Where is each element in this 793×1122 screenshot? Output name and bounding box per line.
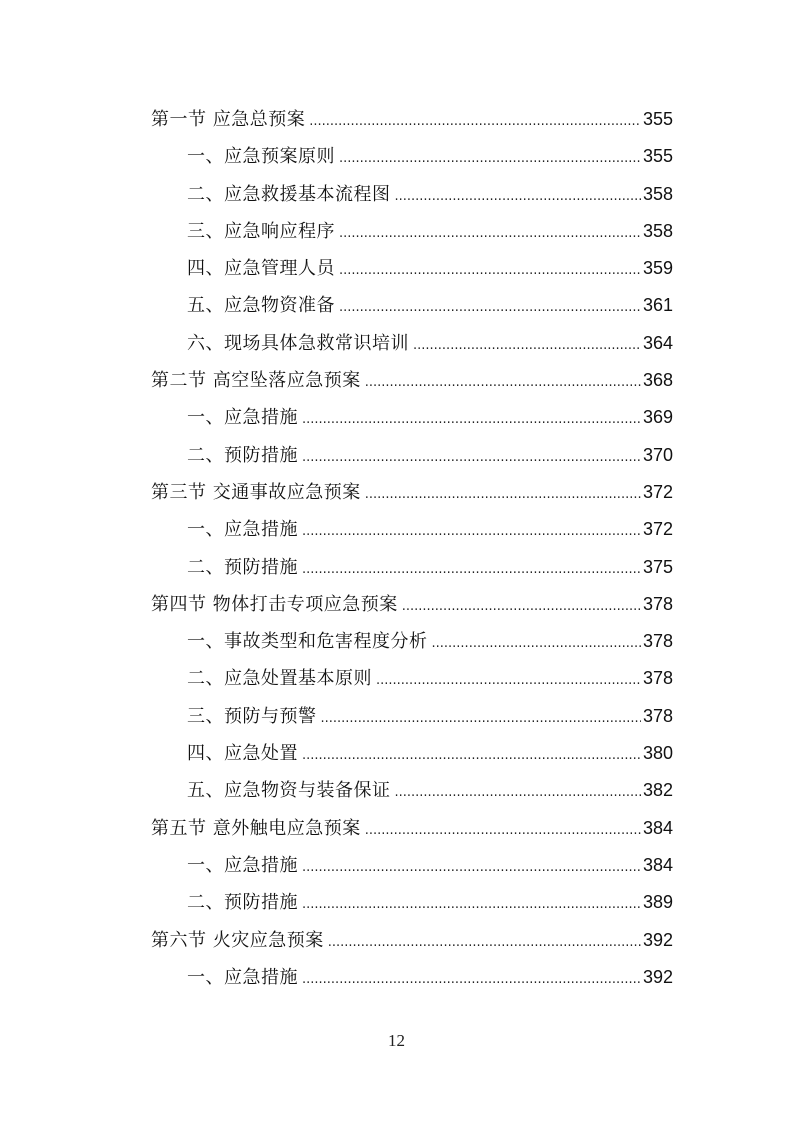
- dot-leader: [365, 812, 641, 849]
- toc-entry-page: 378: [642, 631, 673, 652]
- page-number: 12: [388, 1031, 405, 1050]
- dot-leader: [339, 140, 641, 177]
- toc-entry-label: 四、应急处置: [187, 743, 298, 765]
- toc-entry-label: 三、应急响应程序: [187, 220, 335, 242]
- toc-entry[interactable]: [151, 362, 673, 399]
- toc-entry-page: 384: [642, 817, 673, 838]
- toc-entry-label: 第四节 物体打击专项应急预案: [151, 593, 398, 615]
- toc-entry-page: 369: [642, 407, 673, 428]
- toc-entry[interactable]: [151, 474, 673, 511]
- toc-entry[interactable]: [151, 138, 673, 175]
- toc-entry-page: 364: [642, 332, 673, 353]
- dot-leader: [328, 924, 641, 961]
- dot-leader: [339, 252, 641, 289]
- dot-leader: [302, 961, 641, 998]
- toc-entry[interactable]: [151, 959, 673, 996]
- toc-entry-label: 二、应急处置基本原则: [187, 668, 372, 690]
- toc-entry-label: 一、事故类型和危害程度分析: [187, 631, 428, 653]
- toc-entry[interactable]: [151, 549, 673, 586]
- dot-leader: [432, 625, 641, 662]
- toc-entry[interactable]: [151, 660, 673, 697]
- toc-entry-page: 382: [642, 780, 673, 801]
- dot-leader: [321, 700, 641, 737]
- toc-entry-page: 359: [642, 258, 673, 279]
- dot-leader: [302, 849, 641, 886]
- toc-entry-label: 六、现场具体急救常识培训: [187, 332, 409, 354]
- toc-entry[interactable]: [151, 847, 673, 884]
- toc-entry-page: 380: [642, 743, 673, 764]
- toc-entry-label: 第六节 火灾应急预案: [151, 929, 324, 951]
- dot-leader: [302, 401, 641, 438]
- toc-entry-label: 二、预防措施: [187, 444, 298, 466]
- toc-entry[interactable]: [151, 176, 673, 213]
- toc-entry[interactable]: [151, 810, 673, 847]
- toc-entry-label: 一、应急措施: [187, 854, 298, 876]
- toc-entry[interactable]: [151, 623, 673, 660]
- toc-entry[interactable]: [151, 250, 673, 287]
- toc-entry-page: 378: [642, 668, 673, 689]
- toc-entry-label: 一、应急措施: [187, 966, 298, 988]
- toc-entry-page: 372: [642, 519, 673, 540]
- dot-leader: [339, 289, 641, 326]
- toc-entry-label: 第三节 交通事故应急预案: [151, 481, 361, 503]
- dot-leader: [302, 737, 641, 774]
- dot-leader: [402, 588, 641, 625]
- dot-leader: [302, 886, 641, 923]
- toc-entry-label: 三、预防与预警: [187, 705, 317, 727]
- toc-entry-page: 375: [642, 556, 673, 577]
- toc-entry[interactable]: [151, 735, 673, 772]
- toc-entry-label: 四、应急管理人员: [187, 258, 335, 280]
- dot-leader: [413, 327, 641, 364]
- toc-entry-page: 392: [642, 966, 673, 987]
- toc-entry-page: 358: [642, 220, 673, 241]
- dot-leader: [309, 103, 641, 140]
- toc-entry-label: 二、应急救援基本流程图: [187, 183, 391, 205]
- toc-entry[interactable]: [151, 698, 673, 735]
- dot-leader: [395, 178, 641, 215]
- toc-entry[interactable]: [151, 101, 673, 138]
- table-of-contents: [151, 101, 673, 996]
- toc-entry[interactable]: [151, 884, 673, 921]
- toc-entry-label: 第二节 高空坠落应急预案: [151, 370, 361, 392]
- toc-entry-label: 第五节 意外触电应急预案: [151, 817, 361, 839]
- toc-entry-page: 358: [642, 183, 673, 204]
- toc-entry-page: 378: [642, 593, 673, 614]
- toc-entry-page: 370: [642, 444, 673, 465]
- toc-entry-label: 第一节 应急总预案: [151, 109, 306, 130]
- toc-entry-page: 372: [642, 481, 673, 502]
- toc-entry[interactable]: [151, 772, 673, 809]
- toc-entry-label: 五、应急物资准备: [187, 295, 335, 317]
- toc-entry-label: 一、应急措施: [187, 407, 298, 429]
- dot-leader: [339, 215, 641, 252]
- toc-entry-page: 389: [642, 892, 673, 913]
- toc-entry-label: 一、应急措施: [187, 519, 298, 541]
- toc-entry[interactable]: [151, 586, 673, 623]
- toc-entry[interactable]: [151, 287, 673, 324]
- toc-entry-page: 355: [642, 146, 673, 167]
- toc-entry[interactable]: [151, 922, 673, 959]
- dot-leader: [365, 364, 641, 401]
- toc-entry-label: 二、预防措施: [187, 892, 298, 914]
- dot-leader: [365, 476, 641, 513]
- toc-entry-page: 368: [642, 370, 673, 391]
- toc-entry-page: 361: [642, 295, 673, 316]
- dot-leader: [302, 439, 641, 476]
- dot-leader: [302, 551, 641, 588]
- toc-entry-page: 384: [642, 854, 673, 875]
- toc-entry-page: 355: [642, 109, 673, 129]
- toc-entry[interactable]: [151, 213, 673, 250]
- toc-entry-label: 二、预防措施: [187, 556, 298, 578]
- toc-entry[interactable]: [151, 399, 673, 436]
- dot-leader: [302, 513, 641, 550]
- dot-leader: [376, 662, 641, 699]
- dot-leader: [395, 774, 641, 811]
- toc-entry-page: 378: [642, 705, 673, 726]
- toc-entry-label: 一、应急预案原则: [187, 146, 335, 168]
- toc-entry[interactable]: [151, 511, 673, 548]
- toc-entry[interactable]: [151, 325, 673, 362]
- toc-entry-label: 五、应急物资与装备保证: [187, 780, 391, 802]
- toc-entry-page: 392: [642, 929, 673, 950]
- toc-entry[interactable]: [151, 437, 673, 474]
